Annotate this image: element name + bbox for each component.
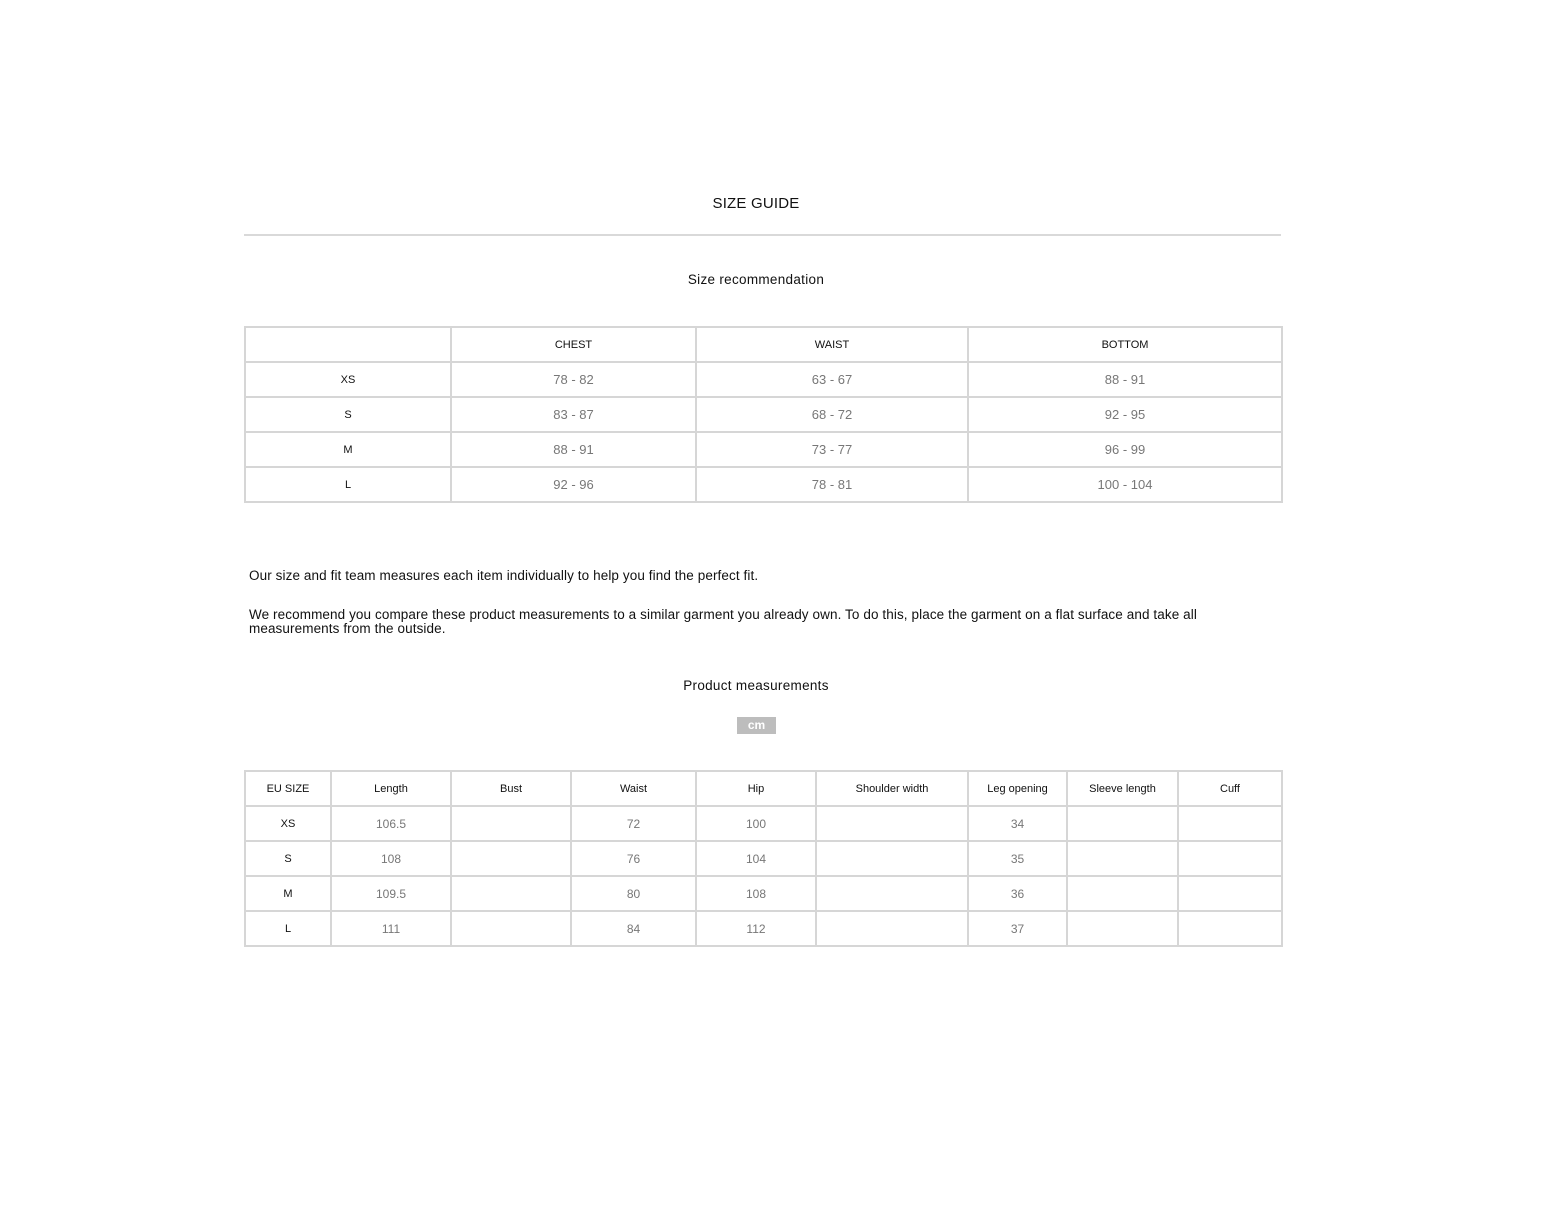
column-header-empty <box>245 327 451 362</box>
size-label: XS <box>245 362 451 397</box>
size-label: S <box>245 841 331 876</box>
column-header-sleeve-length: Sleeve length <box>1067 771 1178 806</box>
size-label: M <box>245 876 331 911</box>
leg-opening-value: 35 <box>968 841 1067 876</box>
column-header-leg-opening: Leg opening <box>968 771 1067 806</box>
size-label: L <box>245 911 331 946</box>
leg-opening-value: 37 <box>968 911 1067 946</box>
size-label: S <box>245 397 451 432</box>
bust-value <box>451 841 571 876</box>
shoulder-width-value <box>816 911 968 946</box>
waist-value: 68 - 72 <box>696 397 968 432</box>
length-value: 108 <box>331 841 451 876</box>
waist-value: 84 <box>571 911 696 946</box>
size-recommendation-heading: Size recommendation <box>687 272 825 287</box>
fit-team-paragraph: Our size and fit team measures each item individually to help you find the perfect fit. <box>249 568 759 583</box>
column-header-length: Length <box>331 771 451 806</box>
sleeve-length-value <box>1067 876 1178 911</box>
waist-value: 73 - 77 <box>696 432 968 467</box>
shoulder-width-value <box>816 841 968 876</box>
leg-opening-value: 36 <box>968 876 1067 911</box>
column-header-shoulder-width: Shoulder width <box>816 771 968 806</box>
table-header-row <box>245 771 1282 806</box>
bottom-value: 100 - 104 <box>968 467 1282 502</box>
waist-value: 72 <box>571 806 696 841</box>
page-title: SIZE GUIDE <box>712 195 800 212</box>
hip-value: 100 <box>696 806 816 841</box>
table-row <box>245 876 1282 911</box>
column-header-chest: CHEST <box>451 327 696 362</box>
size-label: M <box>245 432 451 467</box>
length-value: 111 <box>331 911 451 946</box>
waist-value: 78 - 81 <box>696 467 968 502</box>
shoulder-width-value <box>816 806 968 841</box>
shoulder-width-value <box>816 876 968 911</box>
table-row <box>245 397 1282 432</box>
column-header-bottom: BOTTOM <box>968 327 1282 362</box>
sleeve-length-value <box>1067 806 1178 841</box>
cuff-value <box>1178 876 1282 911</box>
table-row <box>245 432 1282 467</box>
title-divider <box>244 234 1281 236</box>
hip-value: 112 <box>696 911 816 946</box>
chest-value: 88 - 91 <box>451 432 696 467</box>
table-row <box>245 806 1282 841</box>
bust-value <box>451 806 571 841</box>
length-value: 109.5 <box>331 876 451 911</box>
column-header-eu-size: EU SIZE <box>245 771 331 806</box>
column-header-bust: Bust <box>451 771 571 806</box>
waist-value: 80 <box>571 876 696 911</box>
length-value: 106.5 <box>331 806 451 841</box>
waist-value: 76 <box>571 841 696 876</box>
cuff-value <box>1178 911 1282 946</box>
bottom-value: 88 - 91 <box>968 362 1282 397</box>
chest-value: 83 - 87 <box>451 397 696 432</box>
size-recommendation-table <box>244 326 1283 503</box>
bust-value <box>451 911 571 946</box>
unit-toggle-cm[interactable]: cm <box>737 717 776 734</box>
table-row <box>245 911 1282 946</box>
column-header-hip: Hip <box>696 771 816 806</box>
hip-value: 108 <box>696 876 816 911</box>
cuff-value <box>1178 806 1282 841</box>
size-label: L <box>245 467 451 502</box>
hip-value: 104 <box>696 841 816 876</box>
compare-garment-paragraph: We recommend you compare these product measurements to a similar garment you already own. To do this, place the garment on a flat surface and take all measurements from the outside. <box>249 607 1197 636</box>
chest-value: 92 - 96 <box>451 467 696 502</box>
table-row <box>245 467 1282 502</box>
size-label: XS <box>245 806 331 841</box>
column-header-cuff: Cuff <box>1178 771 1282 806</box>
bust-value <box>451 876 571 911</box>
chest-value: 78 - 82 <box>451 362 696 397</box>
table-header-row <box>245 327 1282 362</box>
sleeve-length-value <box>1067 911 1178 946</box>
product-measurements-heading: Product measurements <box>683 678 829 693</box>
bottom-value: 92 - 95 <box>968 397 1282 432</box>
table-row <box>245 362 1282 397</box>
product-measurements-table <box>244 770 1283 947</box>
column-header-waist: Waist <box>571 771 696 806</box>
sleeve-length-value <box>1067 841 1178 876</box>
waist-value: 63 - 67 <box>696 362 968 397</box>
leg-opening-value: 34 <box>968 806 1067 841</box>
column-header-waist: WAIST <box>696 327 968 362</box>
cuff-value <box>1178 841 1282 876</box>
bottom-value: 96 - 99 <box>968 432 1282 467</box>
table-row <box>245 841 1282 876</box>
